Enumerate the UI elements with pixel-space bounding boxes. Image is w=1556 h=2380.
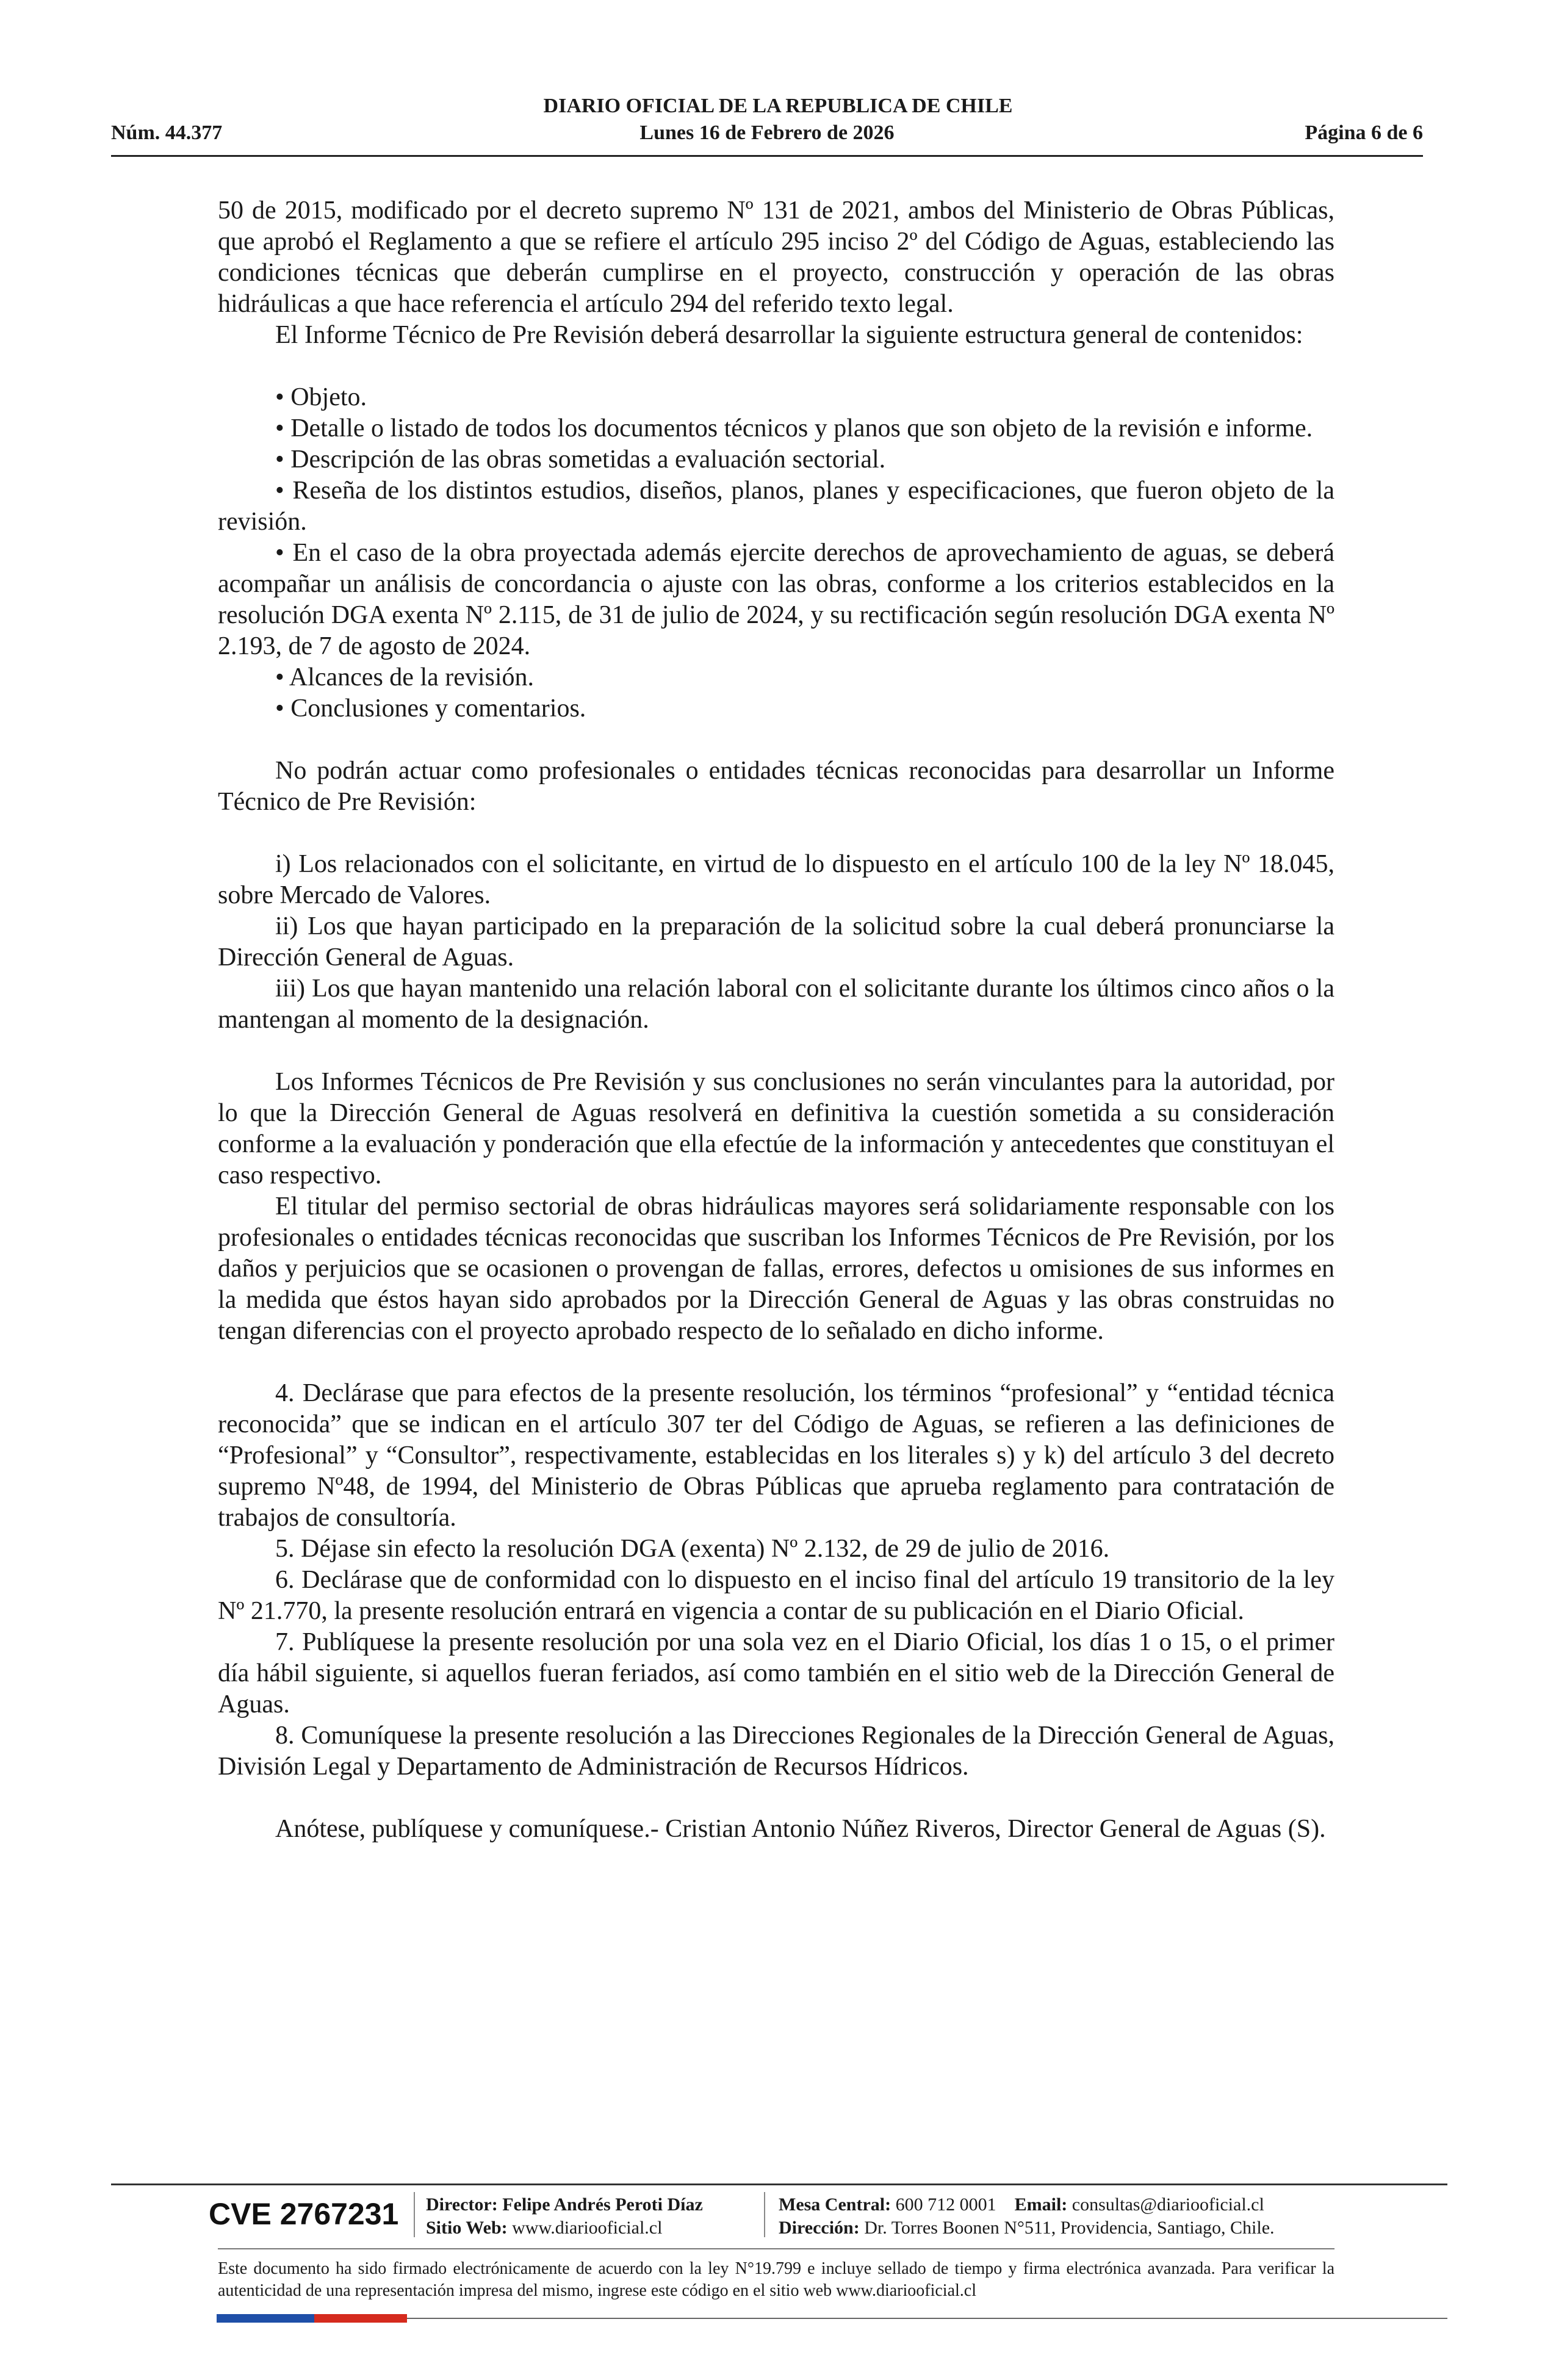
paragraph-structure-intro: El Informe Técnico de Pre Revisión deberá desarrollar la siguiente estructura general de contenidos:: [275, 321, 1303, 349]
header-divider: [111, 155, 1423, 157]
resolution-article-5: 5. Déjase sin efecto la resolución DGA (exenta) Nº 2.132, de 29 de julio de 2016.: [275, 1535, 1110, 1563]
newspaper-title: DIARIO OFICIAL DE LA REPUBLICA DE CHILE: [543, 95, 1013, 117]
cve-code: CVE 2767231: [209, 2197, 399, 2231]
bullet-item: • Conclusiones y comentarios.: [275, 694, 586, 723]
director-name: Felipe Andrés Peroti Díaz: [502, 2194, 703, 2215]
footer-divider-mid: [218, 2248, 1334, 2249]
email-link[interactable]: consultas@diariooficial.cl: [1072, 2194, 1264, 2215]
bullet-item: • Descripción de las obras sometidas a evaluación sectorial.: [275, 445, 886, 474]
paragraph-exclusions-intro: No podrán actuar como profesionales o entidades técnicas reconocidas para desarrollar un Informe Técnico de Pre Revisión:: [218, 757, 1334, 816]
director-label: Director:: [426, 2194, 498, 2215]
footer-contact-block: [779, 2193, 1275, 2240]
flag-stripe-blue: [217, 2314, 314, 2323]
resolution-article-4: 4. Declárase que para efectos de la presente resolución, los términos “profesional” y “entidad técnica reconocida” que se indican en el artículo 307 ter del Código de Aguas, se refieren a las definiciones de “Profesional” y “Consultor”, respectivamente, establecidas en los literales s) y k) del artículo 3 del decreto supremo Nº48, de 1994, del Ministerio de Obras Públicas que aprueba reglamento para contratación de trabajos de consultoría.: [218, 1379, 1334, 1532]
phone-number: 600 712 0001: [895, 2194, 996, 2215]
paragraph-non-binding: Los Informes Técnicos de Pre Revisión y sus conclusiones no serán vinculantes para la autoridad, por lo que la Dirección General de Aguas resolverá en definitiva la cuestión sometida a su consideración conforme a la evaluación y ponderación que ella efectúe de la información y antecedentes que constituyan el caso respectivo.: [218, 1068, 1334, 1189]
phone-label: Mesa Central:: [779, 2194, 891, 2215]
list-item: ii) Los que hayan participado en la preparación de la solicitud sobre la cual deberá pronunciarse la Dirección General de Aguas.: [218, 912, 1334, 972]
issue-number: Núm. 44.377: [111, 121, 223, 144]
footer-director-block: [426, 2193, 703, 2240]
bullet-item: • Alcances de la revisión.: [275, 663, 535, 691]
paragraph-liability: El titular del permiso sectorial de obras hidráulicas mayores será solidariamente responsable con los profesionales o entidades técnicas reconocidas que suscriban los Informes Técnicos de Pre Revisión, por los daños y perjuicios que se ocasionen o provengan de fallas, errores, defectos u omisiones de sus informes en la medida que éstos hayan sido aprobados por la Dirección General de Aguas y las obras construidas no tengan diferencias con el proyecto aprobado respecto de lo señalado en dicho informe.: [218, 1192, 1334, 1345]
flag-stripe-red: [314, 2314, 407, 2323]
paragraph-continuation: 50 de 2015, modificado por el decreto supremo Nº 131 de 2021, ambos del Ministerio de Obras Públicas, que aprobó el Reglamento a que se refiere el artículo 295 inciso 2º del Código de Aguas, estableciendo las condiciones técnicas que deberán cumplirse en el proyecto, construcción y operación de las obras hidráulicas a que hace referencia el artículo 294 del referido texto legal.: [218, 197, 1334, 318]
resolution-article-8: 8. Comuníquese la presente resolución a las Direcciones Regionales de la Dirección General de Aguas, División Legal y Departamento de Administración de Recursos Hídricos.: [218, 1722, 1334, 1781]
bullet-item: • Reseña de los distintos estudios, diseños, planos, planes y especificaciones, que fueron objeto de la revisión.: [218, 477, 1334, 536]
header-row: [111, 120, 1423, 146]
resolution-article-6: 6. Declárase que de conformidad con lo dispuesto en el inciso final del artículo 19 transitorio de la ley Nº 21.770, la presente resolución entrará en vigencia a contar de su publicación en el Diario Oficial.: [218, 1566, 1334, 1625]
resolution-article-7: 7. Publíquese la presente resolución por una sola vez en el Diario Oficial, los días 1 o 15, o el primer día hábil siguiente, si aquellos fueran feriados, así como también en el sitio web de la Dirección General de Aguas.: [218, 1628, 1334, 1718]
bullet-item: • En el caso de la obra proyectada además ejercite derechos de aprovechamiento de aguas, se deberá acompañar un análisis de concordancia o ajuste con las obras, conforme a los criterios establecidos en la resolución DGA exenta Nº 2.115, de 31 de julio de 2024, y su rectificación según resolución DGA exenta Nº 2.193, de 7 de agosto de 2024.: [218, 539, 1334, 660]
list-item: i) Los relacionados con el solicitante, en virtud de lo dispuesto en el artículo 100 de la ley Nº 18.045, sobre Mercado de Valores.: [218, 850, 1334, 909]
email-label: Email:: [1014, 2194, 1068, 2215]
bullet-item: • Detalle o listado de todos los documentos técnicos y planos que son objeto de la revisión e informe.: [275, 414, 1313, 442]
address-label: Dirección:: [779, 2218, 860, 2238]
footer-divider-bottom: [407, 2318, 1447, 2319]
issue-date: Lunes 16 de Febrero de 2026: [639, 121, 895, 144]
address-value: Dr. Torres Boonen N°511, Providencia, Santiago, Chile.: [864, 2218, 1275, 2238]
website-link[interactable]: www.diariooficial.cl: [512, 2218, 663, 2238]
footer-separator: [414, 2192, 415, 2237]
bullet-item: • Objeto.: [275, 383, 367, 411]
electronic-signature-note: Este documento ha sido firmado electrónicamente de acuerdo con la ley N°19.799 e incluye sellado de tiempo y firma electrónica avanzada. Para verificar la autenticidad de una representación impresa del mismo, ingrese este código en el sitio web www.diariooficial.cl: [218, 2259, 1334, 2300]
document-body: [218, 195, 1334, 1845]
closing-signature: Anótese, publíquese y comuníquese.- Cristian Antonio Núñez Riveros, Director General de Aguas (S).: [275, 1815, 1326, 1843]
footer-divider-top: [111, 2183, 1447, 2185]
website-label: Sitio Web:: [426, 2218, 508, 2238]
list-item: iii) Los que hayan mantenido una relación laboral con el solicitante durante los últimos cinco años o la mantengan al momento de la designación.: [218, 975, 1334, 1034]
page-number: Página 6 de 6: [1305, 121, 1423, 144]
footer-separator: [764, 2192, 765, 2237]
